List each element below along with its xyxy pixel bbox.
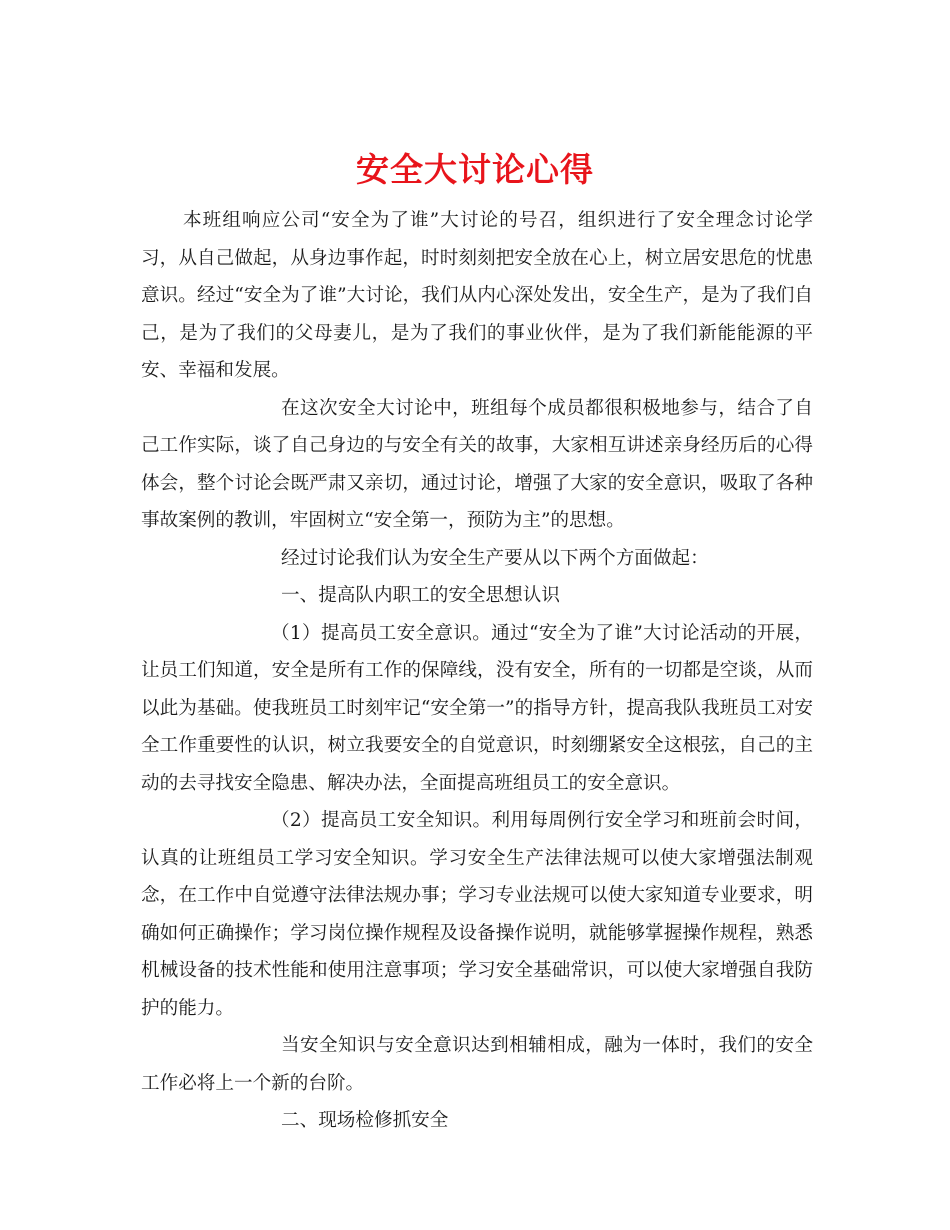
document-title: 安全大讨论心得 [356, 150, 594, 190]
section-heading-1: 一、提高队内职工的安全思想认识 [281, 585, 560, 606]
paragraph-intro: 本班组响应公司“安全为了谁”大讨论的号召，组织进行了安全理念讨论学习，从自己做起，从身边事作起，时时刻刻把安全放在心上，树立居安思危的忧患意识。经过“安全为了谁”大讨论，我们从内心深处发出，安全生产，是为了我们自己，是为了我们的父母妻儿，是为了我们的事业伙伴，是为了我们新能能源的平安、幸福和发展。 [141, 210, 813, 381]
section-heading-2: 二、现场检修抓安全 [281, 1110, 449, 1131]
paragraph-summary: 当安全知识与安全意识达到相辅相成，融为一体时，我们的安全工作必将上一个新的台阶。 [141, 1035, 813, 1094]
paragraph-conclusion-lead: 经过讨论我们认为安全生产要从以下两个方面做起： [281, 547, 709, 569]
paragraph-discussion: 在这次安全大讨论中，班组每个成员都很积极地参与，结合了自己工作实际，谈了自己身边的与安全有关的故事，大家相互讲述亲身经历后的心得体会，整个讨论会既严肃又亲切，通过讨论，增强了大家的安全意识，吸取了各种事故案例的教训，牢固树立“安全第一，预防为主”的思想。 [141, 397, 813, 531]
document-body [141, 202, 813, 1140]
paragraph-item-2: （2）提高员工安全知识。利用每周例行安全学习和班前会时间，认真的让班组员工学习安全知识。学习安全生产法律法规可以使大家增强法制观念，在工作中自觉遵守法律法规办事；学习专业法规可以使大家知道专业要求，明确如何正确操作；学习岗位操作规程及设备操作说明，就能够掌握操作规程，熟悉机械设备的技术性能和使用注意事项；学习安全基础常识，可以使大家增强自我防护的能力。 [141, 810, 813, 1019]
paragraph-item-1: （1）提高员工安全意识。通过“安全为了谁”大讨论活动的开展，让员工们知道，安全是所有工作的保障线，没有安全，所有的一切都是空谈，从而以此为基础。使我班员工时刻牢记“安全第一”的指导方针，提高我队我班员工对安全工作重要性的认识，树立我要安全的自觉意识，时刻绷紧安全这根弦，自己的主动的去寻找安全隐患、解决办法，全面提高班组员工的安全意识。 [141, 622, 813, 794]
